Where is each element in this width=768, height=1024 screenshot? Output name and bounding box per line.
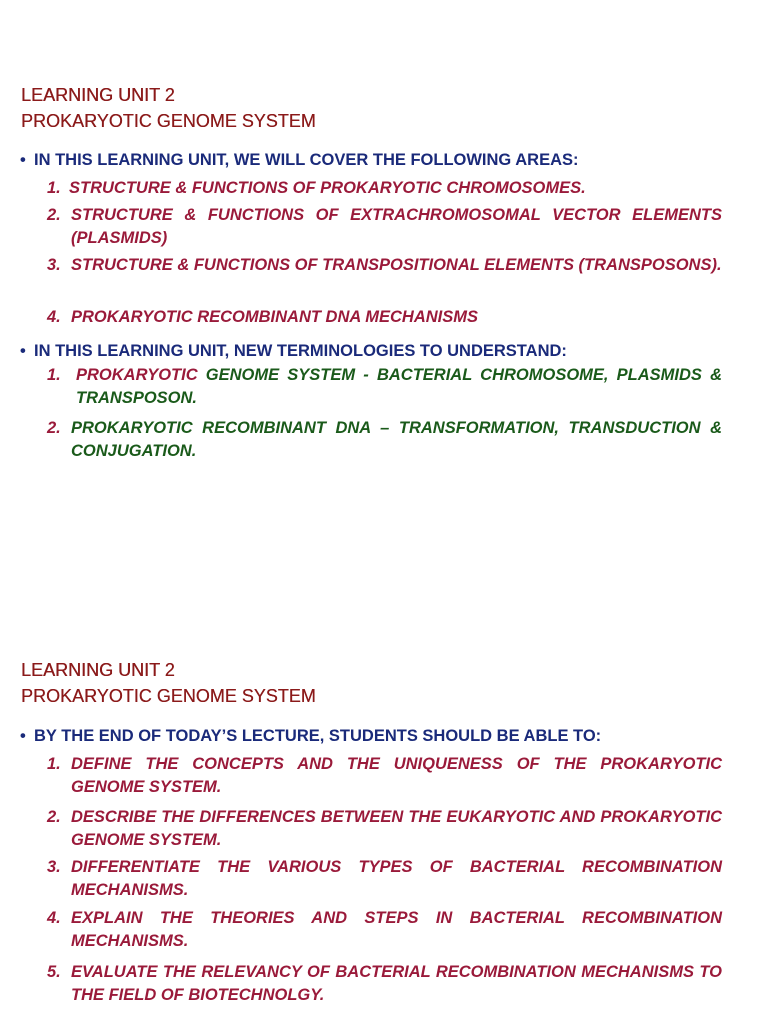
slide-2: [0, 512, 768, 1024]
list-item: [47, 254, 722, 300]
list-item: [47, 177, 722, 200]
term-rest: PROKARYOTIC RECOMBINANT DNA – TRANSFORMATION, TRANSDUCTION & CONJUGATION.: [71, 419, 722, 460]
list-number: 1.: [47, 179, 61, 197]
slide-title: [21, 82, 316, 134]
list-number: 4.: [47, 308, 61, 326]
list-text: DEFINE THE CONCEPTS AND THE UNIQUENESS OF THE PROKARYOTIC GENOME SYSTEM.: [71, 755, 722, 796]
list-text: EVALUATE THE RELEVANCY OF BACTERIAL RECOMBINATION MECHANISMS TO THE FIELD OF BIOTECHNOLGY.: [71, 963, 722, 1004]
title-line-2: PROKARYOTIC GENOME SYSTEM: [21, 111, 316, 131]
list-text: [76, 364, 722, 410]
list-number: 2.: [47, 419, 61, 437]
list-item: [47, 417, 722, 463]
list-text: STRUCTURE & FUNCTIONS OF EXTRACHROMOSOMAL VECTOR ELEMENTS (PLASMIDS): [71, 206, 722, 247]
list-number: 2.: [47, 808, 61, 826]
list-item: [47, 753, 722, 799]
list-text: PROKARYOTIC RECOMBINANT DNA MECHANISMS: [71, 308, 479, 326]
list-number: 5.: [47, 963, 61, 981]
slide-title: [21, 657, 316, 709]
list-number: 1.: [47, 366, 61, 384]
term-lead: PROKARYOTIC: [76, 366, 198, 384]
list-item: [47, 856, 722, 902]
title-line-2: PROKARYOTIC GENOME SYSTEM: [21, 686, 316, 706]
list-number: 3.: [47, 256, 61, 274]
list-item: [47, 961, 722, 1007]
list-item: [47, 364, 722, 410]
list-text: [71, 417, 722, 463]
list-item: [47, 806, 722, 852]
list-text: DIFFERENTIATE THE VARIOUS TYPES OF BACTERIAL RECOMBINATION MECHANISMS.: [71, 858, 722, 899]
bullet-text: BY THE END OF TODAY’S LECTURE, STUDENTS SHOULD BE ABLE TO:: [34, 727, 602, 745]
bullet-text: IN THIS LEARNING UNIT, NEW TERMINOLOGIES TO UNDERSTAND:: [34, 342, 567, 360]
bullet-dot-icon: •: [20, 727, 26, 745]
list-text: DESCRIBE THE DIFFERENCES BETWEEN THE EUKARYOTIC AND PROKARYOTIC GENOME SYSTEM.: [71, 808, 722, 849]
list-text: STRUCTURE & FUNCTIONS OF TRANSPOSITIONAL ELEMENTS (TRANSPOSONS).: [71, 256, 722, 274]
list-number: 3.: [47, 858, 61, 876]
bullet-terminologies: [20, 341, 567, 361]
list-number: 1.: [47, 755, 61, 773]
list-item: [47, 306, 722, 329]
title-line-1: LEARNING UNIT 2: [21, 85, 175, 105]
bullet-areas: [20, 150, 578, 170]
bullet-dot-icon: •: [20, 342, 26, 360]
bullet-objectives: [20, 726, 601, 746]
bullet-text: IN THIS LEARNING UNIT, WE WILL COVER THE FOLLOWING AREAS:: [34, 151, 579, 169]
list-text: STRUCTURE & FUNCTIONS OF PROKARYOTIC CHROMOSOMES.: [69, 179, 586, 197]
bullet-dot-icon: •: [20, 151, 26, 169]
list-item: [47, 204, 722, 250]
title-line-1: LEARNING UNIT 2: [21, 660, 175, 680]
list-text: EXPLAIN THE THEORIES AND STEPS IN BACTERIAL RECOMBINATION MECHANISMS.: [71, 909, 722, 950]
list-number: 4.: [47, 909, 61, 927]
list-item: [47, 907, 722, 953]
term-rest: GENOME SYSTEM - BACTERIAL CHROMOSOME, PLASMIDS & TRANSPOSON.: [76, 366, 722, 407]
list-number: 2.: [47, 206, 61, 224]
